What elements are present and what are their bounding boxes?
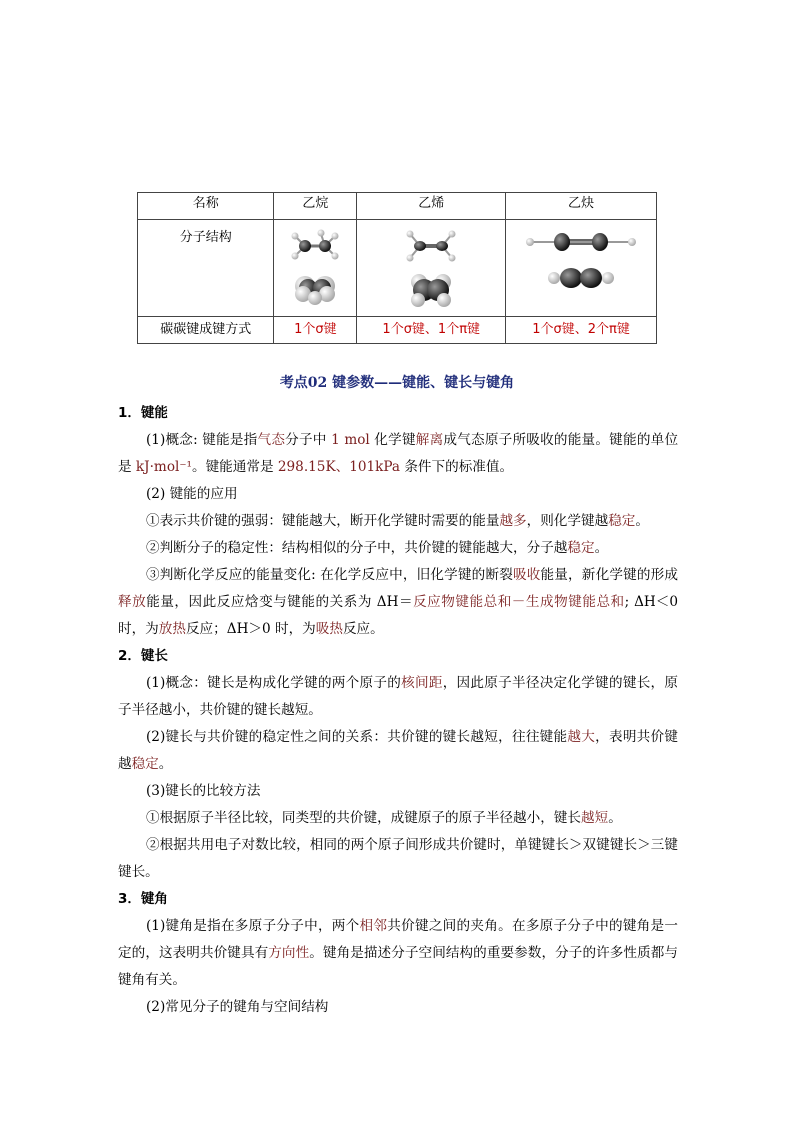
highlight: 反应物键能总和－生成物键能总和 [413, 594, 625, 610]
highlight: 1 mol [331, 432, 370, 448]
text: 。 [158, 756, 173, 772]
text: ①表示共价键的强弱：键能越大，断开化学键时需要的能量 [146, 513, 500, 529]
highlight: 越短 [581, 810, 609, 826]
highlight: 气态 [257, 432, 286, 448]
heading-bond-energy: 1．键能 [118, 405, 168, 421]
application-1 [118, 508, 678, 535]
bond-angle-concept [118, 913, 678, 994]
text: (1)键角是指在多原子分子中，两个 [146, 918, 360, 934]
compare-2: ②根据共用电子对数比较，相同的两个原子间形成共价键时，单键键长＞双键键长＞三键键长。 [118, 837, 678, 880]
ethane-structure [274, 220, 357, 317]
bond-length-concept [118, 670, 678, 724]
bond-length-stability [118, 724, 678, 778]
compare-1 [118, 805, 678, 832]
bond-angle-structures: (2)常见分子的键角与空间结构 [146, 999, 329, 1015]
highlight: 方向性 [268, 945, 310, 961]
text: (1)概念：键长是构成化学键的两个原子的 [146, 675, 402, 691]
acetylene-model-image [516, 220, 646, 314]
structure-label-cell [138, 220, 274, 317]
heading-bond-angle: 3．键角 [118, 891, 168, 907]
bond-label: 碳碳键成键方式 [138, 317, 274, 344]
text: ②判断分子的稳定性：结构相似的分子中，共价键的键能越大，分子越 [146, 540, 568, 556]
application-2 [118, 535, 678, 562]
highlight: 稳定 [567, 540, 595, 556]
highlight: 核间距 [401, 675, 443, 691]
text: ，因此原子半径决定化学键的键长，原子半径越小，共价键的键长越短。 [118, 675, 679, 718]
highlight: 越多 [499, 513, 527, 529]
text: ①根据原子半径比较，同类型的共价键，成键原子的原子半径越小，键长 [146, 810, 581, 826]
header-ethane: 乙烷 [274, 193, 357, 220]
header-acetylene: 乙炔 [506, 193, 657, 220]
text: 反应。 [342, 621, 384, 637]
text: 条件下的标准值。 [400, 459, 514, 475]
highlight: 稳定 [608, 513, 636, 529]
text: (2)键长与共价键的稳定性之间的关系：共价键的键长越短，往往键能 [146, 729, 568, 745]
text: 化学键 [369, 432, 416, 448]
header-ethylene: 乙烯 [357, 193, 506, 220]
text: 。键能通常是 [191, 459, 278, 475]
highlight: 相邻 [359, 918, 388, 934]
ethylene-model-image [386, 220, 476, 314]
highlight: 298.15K、101kPa [277, 459, 401, 475]
structure-label: 分子结构 [179, 230, 232, 245]
text: ，表明共价键越 [118, 729, 678, 772]
ethane-bond: 1个σ键 [274, 317, 357, 344]
heading-bond-length: 2．键长 [118, 648, 168, 664]
bond-energy-application: (2) 键能的应用 [146, 486, 238, 502]
ethylene-structure [357, 220, 506, 317]
header-name: 名称 [138, 193, 274, 220]
bond-length-compare: (3)键长的比较方法 [146, 783, 261, 799]
highlight: 解离 [415, 432, 444, 448]
text: (1)概念: 键能是指 [146, 432, 258, 448]
highlight: kJ·mol⁻¹ [135, 459, 192, 475]
highlight: 吸收 [512, 567, 541, 583]
text: 。 [635, 513, 649, 529]
acetylene-bond: 1个σ键、2个π键 [506, 317, 657, 344]
highlight: 越大 [567, 729, 596, 745]
text: 共价键之间的夹角。在多原子分子中的键角是一定的，这表明共价键具有 [118, 918, 678, 961]
text: 。 [608, 810, 622, 826]
text: ③判断化学反应的能量变化: 在化学反应中，旧化学键的断裂 [146, 567, 513, 583]
text: ，则化学键越 [526, 513, 609, 529]
text: 成气态原子所吸收的能量。键能的单位是 [118, 432, 679, 475]
molecule-table [137, 192, 657, 344]
document-body [118, 400, 678, 1021]
text: 。键角是描述分子空间结构的重要参数，分子的许多性质都与键角有关。 [118, 945, 679, 988]
highlight: 放热 [158, 621, 186, 637]
highlight: 稳定 [131, 756, 159, 772]
acetylene-structure [506, 220, 657, 317]
text: ; ΔH＜0 时，为 [118, 594, 679, 637]
text: 能量，新化学键的形成 [540, 567, 678, 583]
application-3 [118, 562, 678, 643]
text: 。 [594, 540, 609, 556]
bond-energy-concept [118, 427, 678, 481]
text: 反应；ΔH＞0 时，为 [185, 621, 316, 637]
text: 分子中 [285, 432, 332, 448]
ethane-model-image [275, 220, 355, 314]
highlight: 吸热 [315, 621, 343, 637]
ethylene-bond: 1个σ键、1个π键 [357, 317, 506, 344]
highlight: 释放 [118, 594, 147, 610]
text: 能量，因此反应焓变与键能的关系为 ΔH＝ [146, 594, 414, 610]
section-title: 考点02 键参数——键能、键长与键角 [279, 375, 515, 391]
